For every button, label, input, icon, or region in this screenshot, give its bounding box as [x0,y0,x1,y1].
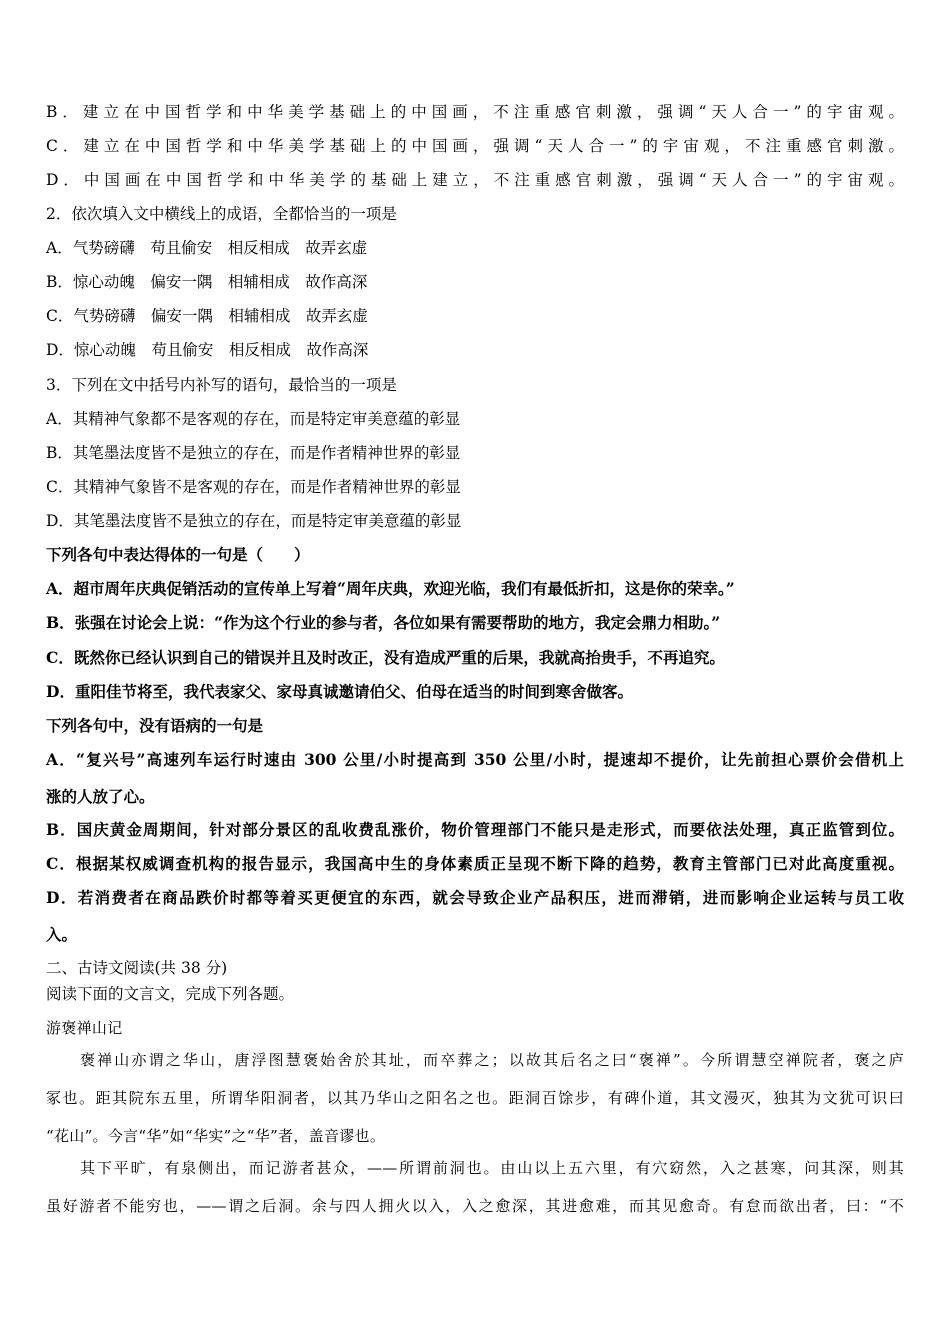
q3-option-b: B．其笔墨法度皆不是独立的存在，而是作者精神世界的彰显 [46,444,461,462]
q5-option-d-line1: D．若消费者在商品跌价时都等着买更便宜的东西，就会导致企业产品积压，进而滞销，进而影响企业运转与员工收 [46,888,904,907]
q5-option-a-line1: A．“复兴号”高速列车运行时速由 300 公里/小时提高到 350 公里/小时，提速却不提价，让先前担心票价会借机上 [46,750,904,769]
passage-p2-line2: 虽好游者不能穷也，——谓之后洞。余与四人拥火以入，入之愈深，其进愈难，而其见愈奇。有怠而欲出者，曰：“不 [46,1197,904,1215]
q4-option-c: C．既然你已经认识到自己的错误并且及时改正，没有造成严重的后果，我就高抬贵手，不再追究。 [46,648,725,667]
q2-stem: 2．依次填入文中横线上的成语，全都恰当的一项是 [46,205,397,223]
q3-option-a: A．其精神气象都不是客观的存在，而是特定审美意蕴的彰显 [46,410,461,428]
q1-option-b: B．建立在中国哲学和中华美学基础上的中国画，不注重感官刺激，强调“天人合一”的宇宙观。 [46,103,904,121]
q2-option-d: D．惊心动魄 苟且偷安 相反相成 故作高深 [46,341,369,359]
passage-p1-line1: 褒禅山亦谓之华山，唐浮图慧褒始舍於其址，而卒葬之；以故其后名之曰“褒禅”。今所谓慧空禅院者，褒之庐 [80,1051,904,1069]
q3-option-d: D．其笔墨法度皆不是独立的存在，而是特定审美意蕴的彰显 [46,512,462,530]
q5-option-c: C．根据某权威调查机构的报告显示，我国高中生的身体素质正呈现不断下降的趋势，教育主管部门已对此高度重视。 [46,854,904,873]
q5-option-b: B．国庆黄金周期间，针对部分景区的乱收费乱涨价，物价管理部门不能只是走形式，而要依法处理，真正监管到位。 [46,820,904,839]
q5-stem: 下列各句中，没有语病的一句是 [46,716,264,735]
passage-p1-line2: 冢也。距其院东五里，所谓华阳洞者，以其乃华山之阳名之也。距洞百馀步，有碑仆道，其文漫灭，独其为文犹可识曰 [46,1089,904,1107]
q5-option-a-line2: 涨的人放了心。 [46,787,155,806]
q4-stem: 下列各句中表达得体的一句是（ ） [46,545,310,564]
section-heading: 二、古诗文阅读(共 38 分) [46,959,228,977]
passage-p2-line1: 其下平旷，有泉侧出，而记游者甚众，——所谓前洞也。由山以上五六里，有穴窈然，入之甚寒，问其深，则其 [80,1159,904,1177]
q2-option-c: C．气势磅礴 偏安一隅 相辅相成 故弄玄虚 [46,307,368,325]
q3-option-c: C．其精神气象皆不是客观的存在，而是作者精神世界的彰显 [46,478,461,496]
q5-option-d-line2: 入。 [46,925,78,944]
q3-stem: 3．下列在文中括号内补写的语句，最恰当的一项是 [46,376,397,394]
q4-option-d: D．重阳佳节将至，我代表家父、家母真诚邀请伯父、伯母在适当的时间到寒舍做客。 [46,682,633,701]
section-instruction: 阅读下面的文言文，完成下列各题。 [46,985,295,1003]
passage-p1-line3: “花山”。今言“华”如“华实”之“华”者，盖音谬也。 [46,1127,386,1145]
q1-option-c: C．建立在中国哲学和中华美学基础上的中国画，强调“天人合一”的宇宙观，不注重感官刺激。 [46,137,904,155]
q4-option-b: B．张强在讨论会上说：“作为这个行业的参与者，各位如果有需要帮助的地方，我定会鼎力相助。” [46,613,721,632]
passage-title: 游褒禅山记 [46,1019,123,1037]
q2-option-b: B．惊心动魄 偏安一隅 相辅相成 故作高深 [46,273,368,291]
q2-option-a: A．气势磅礴 苟且偷安 相反相成 故弄玄虚 [46,239,368,257]
q1-option-d: D．中国画在中国哲学和中华美学的基础上建立，不注重感官刺激，强调“天人合一”的宇宙观。 [46,171,904,189]
q4-option-a: A．超市周年庆典促销活动的宣传单上写着“周年庆典，欢迎光临，我们有最低折扣，这是你的荣幸。” [46,579,735,598]
